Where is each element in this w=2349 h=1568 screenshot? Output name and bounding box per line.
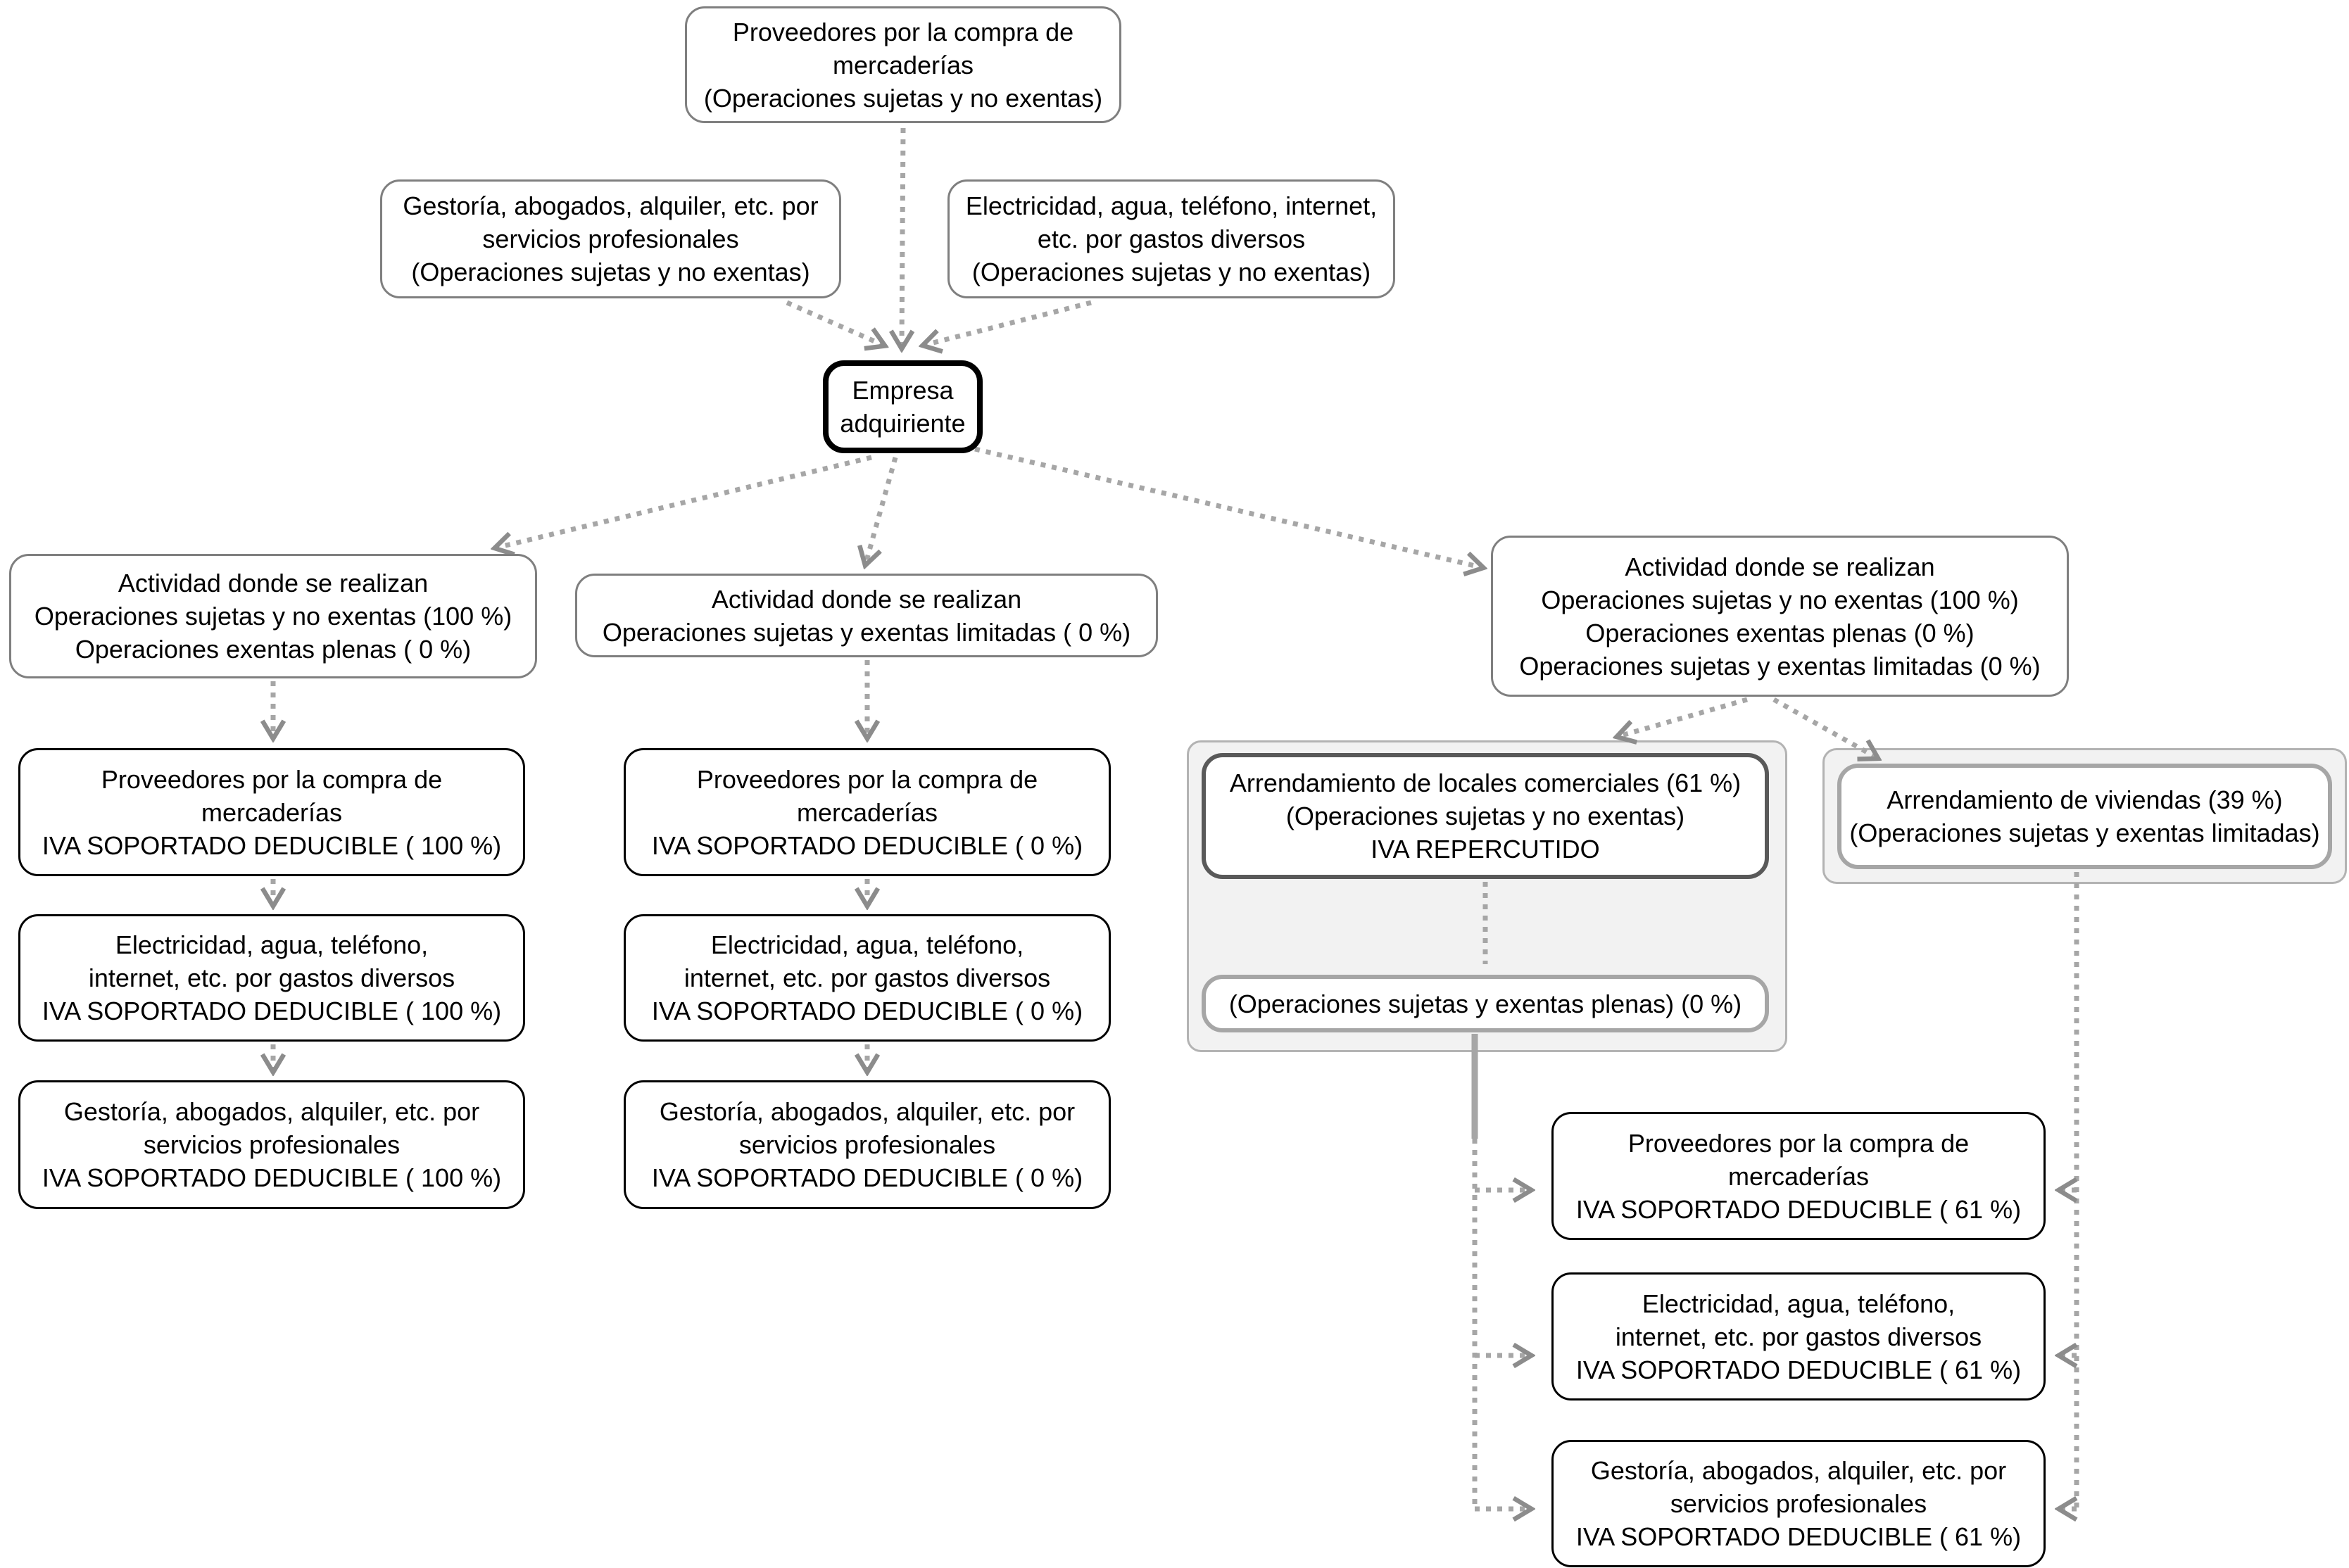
- arrow-act3-viviendas: [1774, 700, 1876, 757]
- node-bot-proveedores: [1551, 1112, 2046, 1240]
- arrow-empresa-actividad2: [866, 457, 895, 563]
- node-text-line: IVA SOPORTADO DEDUCIBLE ( 61 %): [1575, 1194, 2022, 1224]
- node-col1-electricidad: [18, 914, 525, 1042]
- node-arrendamiento-viviendas: [1837, 764, 2332, 869]
- node-text-line: Gestoría, abogados, alquiler, etc. por: [1590, 1456, 2007, 1485]
- node-text-line: Proveedores por la compra de: [1627, 1128, 1970, 1158]
- node-text-line: (Operaciones sujetas y no exentas): [1285, 802, 1685, 830]
- node-actividad-2: [575, 574, 1158, 657]
- node-text-line: (Operaciones sujetas y no exentas): [411, 258, 810, 286]
- node-text-line: internet, etc. por gastos diversos: [88, 963, 455, 992]
- node-text-line: Proveedores por la compra de: [101, 764, 443, 794]
- node-bot-electricidad: [1551, 1272, 2046, 1401]
- node-text-line: etc. por gastos diversos: [1037, 225, 1306, 253]
- node-top-gestoria: [380, 179, 841, 298]
- node-text-line: Operaciones sujetas y exentas limitadas ( 0 %): [602, 617, 1131, 647]
- node-exentas-plenas: [1202, 975, 1769, 1032]
- node-text-line: servicios profesionales: [143, 1130, 401, 1159]
- node-text-line: Operaciones sujetas y exentas limitadas (0 %): [1519, 651, 2041, 681]
- node-text-line: servicios profesionales: [1670, 1489, 1927, 1518]
- node-text-line: mercaderías: [1727, 1161, 1870, 1191]
- node-text-line: Electricidad, agua, teléfono,: [1642, 1289, 1956, 1318]
- node-text-line: Electricidad, agua, teléfono,: [710, 930, 1024, 959]
- node-text-line: internet, etc. por gastos diversos: [1615, 1322, 1982, 1351]
- node-text-line: Operaciones exentas plenas (0 %): [1585, 618, 1975, 647]
- node-col1-proveedores: [18, 748, 525, 876]
- node-col2-gestoria: [624, 1080, 1111, 1209]
- node-col2-electricidad: [624, 914, 1111, 1042]
- node-text-line: Empresa: [852, 376, 954, 405]
- node-text-line: Gestoría, abogados, alquiler, etc. por: [403, 191, 819, 220]
- node-text-line: IVA SOPORTADO DEDUCIBLE ( 61 %): [1575, 1522, 2022, 1551]
- node-text-line: Proveedores por la compra de: [732, 17, 1074, 46]
- node-text-line: servicios profesionales: [738, 1130, 996, 1159]
- node-text-line: internet, etc. por gastos diversos: [684, 963, 1051, 992]
- node-text-line: Electricidad, agua, teléfono, internet,: [965, 191, 1378, 220]
- node-text-line: (Operaciones sujetas y exentas limitadas): [1849, 818, 2320, 847]
- node-text-line: mercaderías: [201, 797, 343, 827]
- node-text-line: IVA SOPORTADO DEDUCIBLE ( 0 %): [651, 1163, 1083, 1192]
- node-text-line: IVA SOPORTADO DEDUCIBLE ( 100 %): [42, 1163, 502, 1192]
- node-text-line: IVA SOPORTADO DEDUCIBLE ( 61 %): [1575, 1355, 2022, 1384]
- node-text-line: Operaciones sujetas y no exentas (100 %): [34, 602, 512, 631]
- node-text-line: (Operaciones sujetas y no exentas): [971, 258, 1371, 286]
- node-text-line: Actividad donde se realizan: [118, 569, 429, 598]
- node-text-line: Electricidad, agua, teléfono,: [115, 930, 429, 959]
- arrow-empresa-actividad3: [975, 449, 1481, 567]
- node-text-line: mercaderías: [796, 797, 938, 827]
- arrow-act3-locales: [1619, 700, 1747, 736]
- node-text-line: IVA SOPORTADO DEDUCIBLE ( 0 %): [651, 997, 1083, 1025]
- node-text-line: Gestoría, abogados, alquiler, etc. por: [659, 1097, 1076, 1126]
- arrow-topproveedores-empresa: [902, 128, 903, 346]
- node-top-proveedores: [685, 6, 1121, 123]
- node-text-line: Actividad donde se realizan: [711, 584, 1022, 614]
- node-bot-gestoria: [1551, 1440, 2046, 1567]
- node-top-electricidad: [947, 179, 1395, 298]
- node-text-line: Gestoría, abogados, alquiler, etc. por: [63, 1097, 480, 1126]
- node-text-line: Operaciones exentas plenas ( 0 %): [75, 635, 472, 664]
- node-actividad-1: [9, 554, 537, 678]
- node-text-line: mercaderías: [832, 50, 974, 80]
- node-text-line: IVA SOPORTADO DEDUCIBLE ( 100 %): [42, 830, 502, 860]
- node-text-line: Actividad donde se realizan: [1625, 552, 1935, 581]
- node-empresa-adquiriente: [823, 360, 983, 453]
- node-text-line: IVA SOPORTADO DEDUCIBLE ( 100 %): [42, 997, 502, 1025]
- node-text-line: servicios profesionales: [482, 225, 739, 253]
- arrow-electricidad-empresa: [925, 303, 1091, 345]
- arrow-gestoria-empresa: [787, 303, 883, 345]
- node-arrendamiento-locales: [1202, 753, 1769, 879]
- node-text-line: IVA REPERCUTIDO: [1371, 835, 1600, 864]
- node-actividad-3: [1491, 536, 2069, 697]
- node-text-line: adquiriente: [840, 409, 966, 438]
- node-text-line: (Operaciones sujetas y exentas plenas) (0 %): [1228, 989, 1742, 1018]
- node-text-line: Arrendamiento de locales comerciales (61 %): [1229, 769, 1742, 797]
- node-text-line: (Operaciones sujetas y no exentas): [703, 83, 1103, 113]
- node-col1-gestoria: [18, 1080, 525, 1209]
- node-text-line: IVA SOPORTADO DEDUCIBLE ( 0 %): [651, 830, 1083, 860]
- node-text-line: Arrendamiento de viviendas (39 %): [1887, 785, 2283, 814]
- arrow-empresa-actividad1: [497, 457, 871, 548]
- node-col2-proveedores: [624, 748, 1111, 876]
- node-text-line: Proveedores por la compra de: [696, 764, 1038, 794]
- node-text-line: Operaciones sujetas y no exentas (100 %): [1541, 585, 2019, 614]
